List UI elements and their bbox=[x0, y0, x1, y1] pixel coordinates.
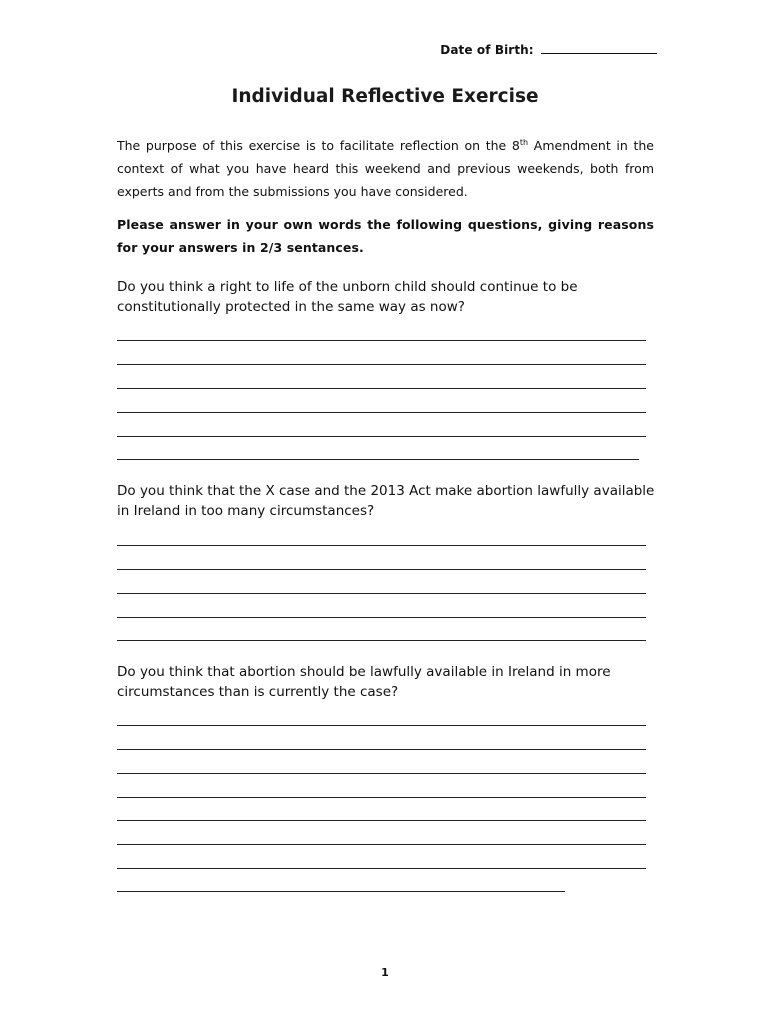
question-3: Do you think that abortion should be lawfully available in Ireland in more circumstances than is currently the case? bbox=[117, 664, 611, 700]
answer-line-q1-6[interactable] bbox=[117, 459, 639, 460]
answer-line-q3-7[interactable] bbox=[117, 868, 646, 869]
answer-line-q1-1[interactable] bbox=[117, 340, 646, 341]
date-of-birth-label: Date of Birth: bbox=[440, 43, 534, 57]
intro-paragraph bbox=[117, 131, 654, 203]
intro-text-end: Amendment in the context of what you have heard this weekend and previous weekends, both from experts and from the submissions you have considered. bbox=[117, 138, 655, 200]
answer-line-q1-2[interactable] bbox=[117, 364, 646, 365]
answer-line-q2-3[interactable] bbox=[117, 593, 646, 594]
intro-text-start: The purpose of this exercise is to facilitate reflection on the 8 bbox=[117, 138, 520, 154]
question-1: Do you think a right to life of the unborn child should continue to be constitutionally protected in the same way as now? bbox=[117, 279, 578, 315]
date-of-birth-field[interactable] bbox=[440, 43, 657, 57]
answer-line-q2-2[interactable] bbox=[117, 569, 646, 570]
answer-line-q2-5[interactable] bbox=[117, 640, 646, 641]
answer-line-q3-5[interactable] bbox=[117, 820, 646, 821]
page-title: Individual Reflective Exercise bbox=[231, 86, 539, 107]
answer-line-q3-6[interactable] bbox=[117, 844, 646, 845]
answer-line-q3-2[interactable] bbox=[117, 749, 646, 750]
answer-line-q3-1[interactable] bbox=[117, 725, 646, 726]
answer-line-q1-5[interactable] bbox=[117, 436, 646, 437]
date-of-birth-blank[interactable] bbox=[541, 43, 657, 54]
answer-line-q3-4[interactable] bbox=[117, 797, 646, 798]
intro-superscript: th bbox=[519, 138, 529, 147]
answer-line-q2-4[interactable] bbox=[117, 617, 646, 618]
instruction-paragraph: Please answer in your own words the following questions, giving reasons for your answers in 2/3 sentances. bbox=[117, 217, 654, 255]
answer-line-q1-4[interactable] bbox=[117, 412, 646, 413]
answer-line-q1-3[interactable] bbox=[117, 388, 646, 389]
answer-line-q3-3[interactable] bbox=[117, 773, 646, 774]
answer-line-q3-8[interactable] bbox=[117, 891, 565, 892]
answer-line-q2-1[interactable] bbox=[117, 545, 646, 546]
page-number: 1 bbox=[381, 966, 389, 979]
question-2: Do you think that the X case and the 2013 Act make abortion lawfully available in Ireland in too many circumstances? bbox=[117, 483, 655, 519]
